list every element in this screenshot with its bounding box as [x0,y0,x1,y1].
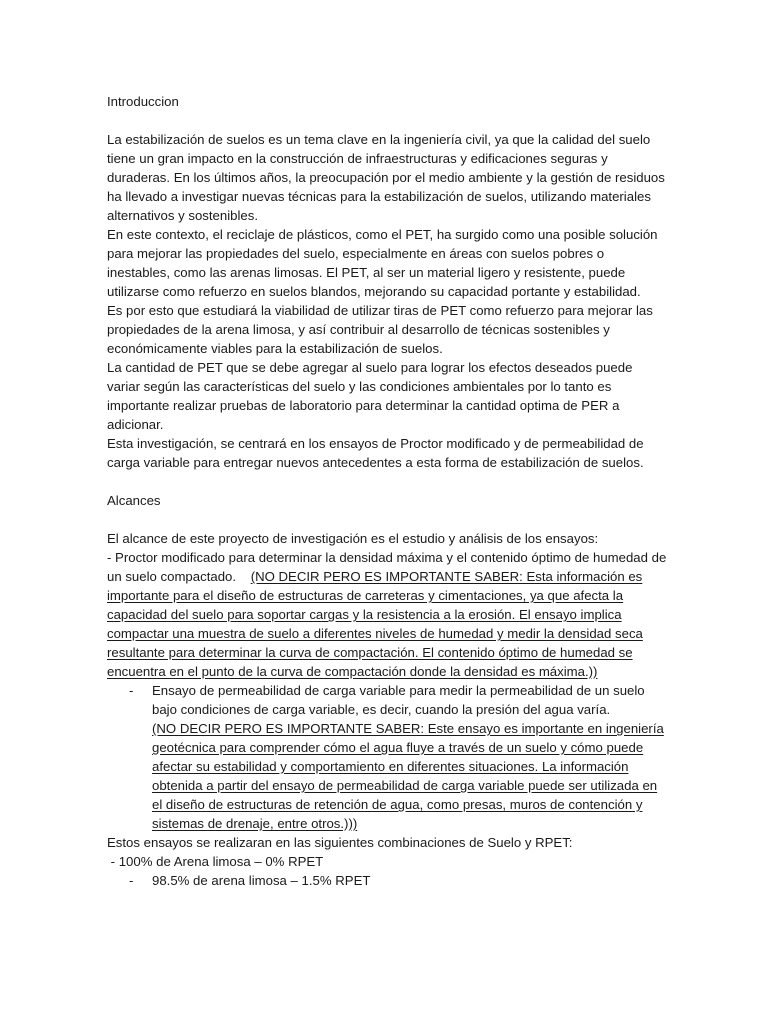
intro-paragraph-3: Es por esto que estudiará la viabilidad de utilizar tiras de PET como refuerzo para mejorar las propiedades de la arena limosa, y así contribuir al desarrollo de técnicas sostenibles y económicamente viables para la estabilización de suelos. [107,303,653,356]
list-dash: - [129,873,134,888]
permeabilidad-note: (NO DECIR PERO ES IMPORTANTE SABER: Este ensayo es importante en ingeniería geotécnica para comprender cómo el agua fluye a través de un suelo y cómo puede afectar su estabilidad y comportamiento en diferentes situaciones. La información obtenida a partir del ensayo de permeabilidad de carga variable puede ser utilizada en el diseño de estructuras de retención de agua, como presas, muros de contención y sistemas de drenaje, entre otros.))) [152,721,664,831]
combinacion-2: 98.5% de arena limosa – 1.5% RPET [152,873,371,888]
proctor-paragraph [107,548,667,681]
permeabilidad-text: Ensayo de permeabilidad de carga variable para medir la permeabilidad de un suelo bajo condiciones de carga variable, es decir, cuando la presión del agua varía. [152,683,645,717]
intro-paragraph-1: La estabilización de suelos es un tema clave en la ingeniería civil, ya que la calidad del suelo tiene un gran impacto en la construcción de infraestructuras y edificaciones seguras y duraderas. En los últimos años, la preocupación por el medio ambiente y la gestión de residuos ha llevado a investigar nuevas técnicas para la estabilización de suelos, utilizando materiales alternativos y sostenibles. [107,132,665,223]
alcance-intro: El alcance de este proyecto de investigación es el estudio y análisis de los ensayos: [107,531,599,546]
proctor-note: (NO DECIR PERO ES IMPORTANTE SABER: Esta información es importante para el diseño de estructuras de carreteras y cimentaciones, ya que afecta la capacidad del suelo para soportar cargas y la resistencia a la erosión. El ensayo implica compactar una muestra de suelo a diferentes niveles de humedad y medir la densidad seca resultante para determinar la curva de compactación. El contenido óptimo de humedad se encuentra en el punto de la curva de compactación donde la densidad es máxima.)) [107,569,643,679]
proctor-text: - Proctor modificado para determinar la densidad máxima y el contenido óptimo de humedad de un suelo compactado. [107,550,667,584]
intro-paragraph-5: Esta investigación, se centrará en los ensayos de Proctor modificado y de permeabilidad de carga variable para entregar nuevos antecedentes a esta forma de estabilización de suelos. [107,436,644,470]
list-dash: - [129,683,134,698]
intro-paragraph-4: La cantidad de PET que se debe agregar al suelo para lograr los efectos deseados puede variar según las características del suelo y las condiciones ambientales por lo tanto es importante realizar pruebas de laboratorio para determinar la cantidad optima de PER a adicionar. [107,360,633,432]
list-item-combinacion-2 [107,871,667,890]
heading-alcances: Alcances [107,493,161,508]
combinaciones-intro: Estos ensayos se realizaran en las siguientes combinaciones de Suelo y RPET: [107,835,573,850]
document-content [107,92,667,890]
heading-introduccion: Introduccion [107,94,179,109]
intro-paragraph-2: En este contexto, el reciclaje de plásticos, como el PET, ha surgido como una posible solución para mejorar las propiedades del suelo, especialmente en áreas con suelos pobres o inestables, como las arenas limosas. El PET, al ser un material ligero y resistente, puede utilizarse como refuerzo en suelos blandos, mejorando su capacidad portante y estabilidad. [107,227,658,299]
combinacion-1: - 100% de Arena limosa – 0% RPET [107,854,324,869]
list-item-permeabilidad [107,681,667,833]
